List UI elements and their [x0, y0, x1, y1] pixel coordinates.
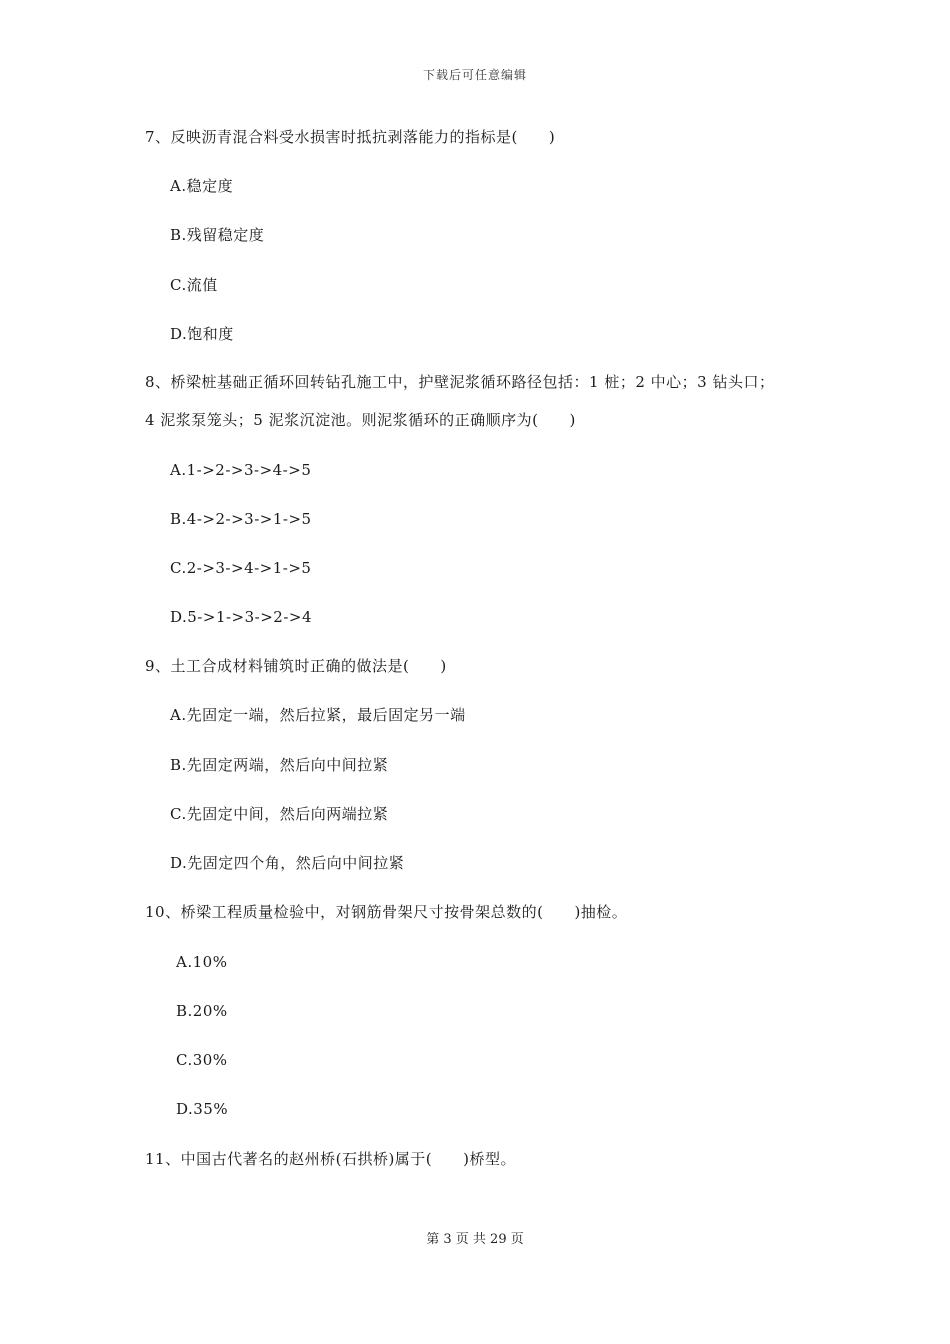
- question-8-text-line-2: 4 泥浆泵笼头；5 泥浆沉淀池。则泥浆循环的正确顺序为( ): [145, 411, 576, 429]
- question-8-option-d: D.5->1->3->2->4: [170, 608, 313, 626]
- question-8-option-b: B.4->2->3->1->5: [170, 510, 312, 528]
- question-11-text: 11、中国古代著名的赵州桥(石拱桥)属于( )桥型。: [145, 1150, 516, 1168]
- question-9-option-c: C.先固定中间，然后向两端拉紧: [170, 805, 389, 823]
- question-7-option-a: A.稳定度: [170, 177, 234, 195]
- question-10-option-d: D.35%: [176, 1100, 229, 1118]
- question-10-text: 10、桥梁工程质量检验中，对钢筋骨架尺寸按骨架总数的( )抽检。: [145, 903, 628, 921]
- page-header: 下载后可任意编辑: [422, 68, 527, 82]
- question-9-option-d: D.先固定四个角，然后向中间拉紧: [170, 854, 405, 872]
- question-7-option-c: C.流值: [170, 276, 218, 294]
- question-8-option-c: C.2->3->4->1->5: [170, 559, 312, 577]
- question-7-option-d: D.饱和度: [170, 325, 234, 343]
- question-9-text: 9、土工合成材料铺筑时正确的做法是( ): [145, 657, 447, 675]
- question-10-option-b: B.20%: [176, 1002, 228, 1020]
- question-8-text-line-1: 8、桥梁桩基础正循环回转钻孔施工中，护壁泥浆循环路径包括：1 桩；2 中心；3 钻头口；: [145, 373, 775, 391]
- question-7-option-b: B.残留稳定度: [170, 226, 265, 244]
- question-10-option-c: C.30%: [176, 1051, 228, 1069]
- question-9-option-b: B.先固定两端，然后向中间拉紧: [170, 756, 389, 774]
- page-footer: 第 3 页 共 29 页: [426, 1232, 524, 1247]
- question-10-option-a: A.10%: [176, 953, 228, 971]
- question-9-option-a: A.先固定一端，然后拉紧，最后固定另一端: [170, 706, 466, 724]
- question-7-text: 7、反映沥青混合料受水损害时抵抗剥落能力的指标是( ): [145, 128, 556, 146]
- question-8-option-a: A.1->2->3->4->5: [170, 461, 312, 479]
